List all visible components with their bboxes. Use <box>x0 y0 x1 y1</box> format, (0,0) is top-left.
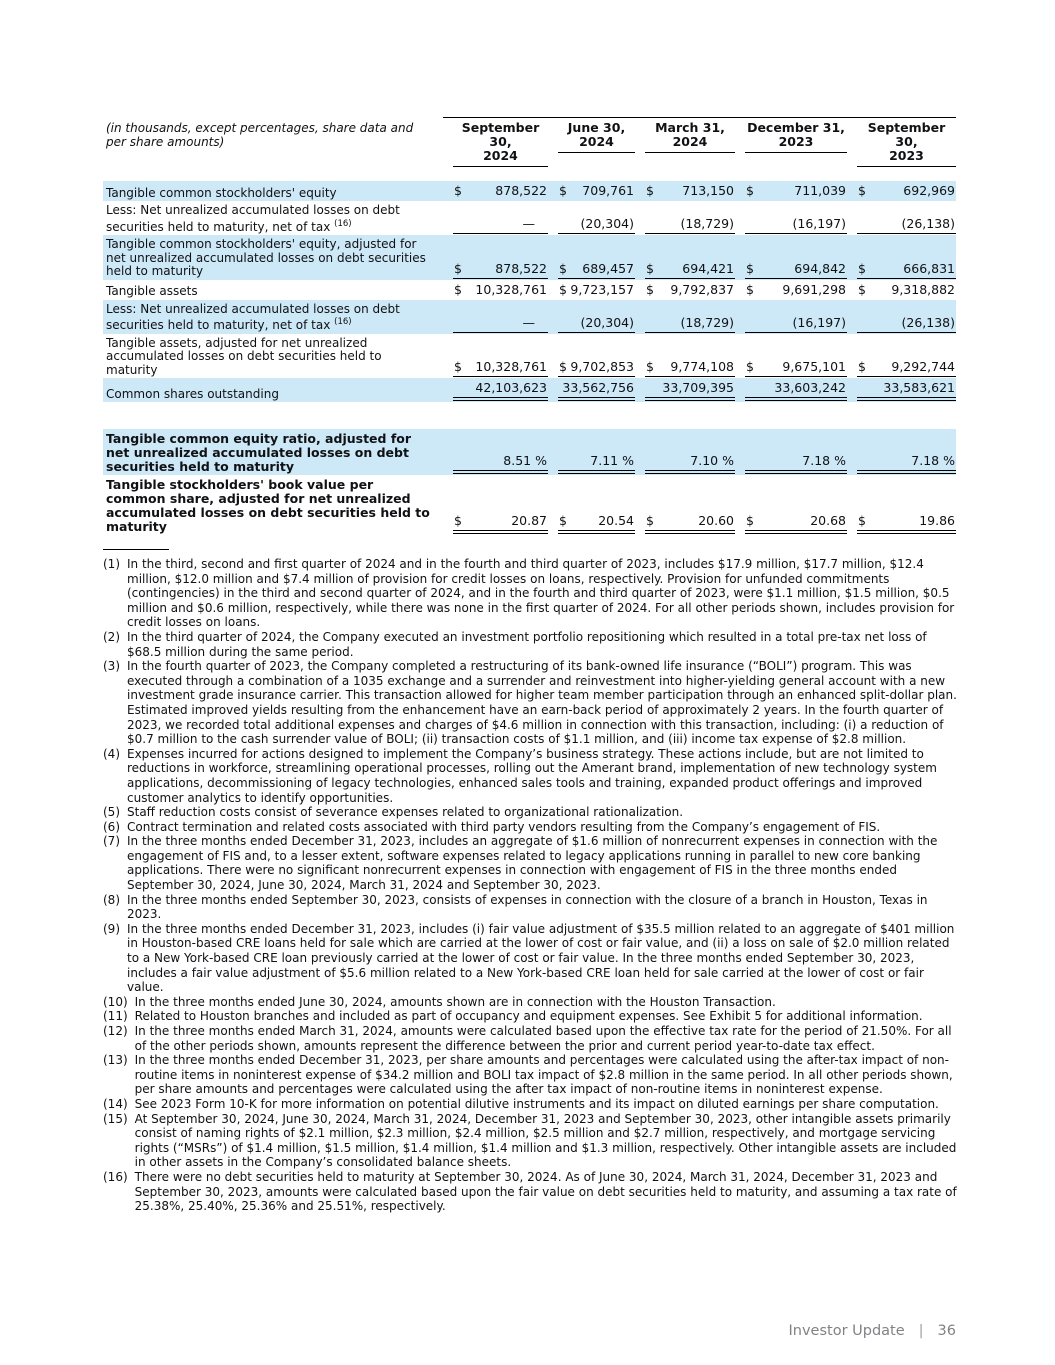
currency-symbol: $ <box>646 281 654 297</box>
currency-symbol: $ <box>746 260 754 276</box>
currency-symbol: $ <box>559 513 567 528</box>
table-row <box>103 334 956 379</box>
cell-value <box>548 201 635 235</box>
currency-symbol: $ <box>858 260 866 276</box>
value-number: 42,103,623 <box>475 380 547 395</box>
footnote-divider <box>103 549 169 550</box>
footer-label: Investor Update <box>788 1323 905 1339</box>
page-content <box>103 117 956 1214</box>
value-number: — <box>522 314 535 330</box>
currency-symbol: $ <box>454 513 462 528</box>
value-number: (26,138) <box>901 314 955 330</box>
cell-value <box>635 235 735 280</box>
footnote <box>103 630 959 659</box>
currency-symbol: $ <box>454 359 462 374</box>
table-column-header: September 30, 2024 <box>443 118 548 168</box>
footnote-number: (14) <box>103 1096 128 1111</box>
currency-symbol: $ <box>858 359 866 374</box>
row-label: Tangible stockholders' book value per common share, adjusted for net unrealized accumulated losses on debt securities held to maturity <box>106 477 430 534</box>
table-caption: (in thousands, except percentages, share data and per share amounts) <box>106 120 414 149</box>
currency-symbol: $ <box>746 513 754 528</box>
currency-symbol: $ <box>559 359 567 374</box>
footnote-number: (7) <box>103 834 120 849</box>
table-row <box>103 201 956 235</box>
value-number: (20,304) <box>580 216 634 231</box>
footnote-number: (11) <box>103 1009 128 1024</box>
value-number: 33,562,756 <box>562 380 634 395</box>
currency-symbol: $ <box>646 183 654 198</box>
currency-symbol: $ <box>559 281 567 297</box>
value-number: 9,792,837 <box>670 281 734 297</box>
cell-value <box>548 280 635 300</box>
footnote <box>103 1112 959 1170</box>
table-column-header: December 31, 2023 <box>735 118 847 168</box>
currency-symbol: $ <box>746 183 754 198</box>
footnote-number: (3) <box>103 659 120 674</box>
cell-value <box>735 475 847 535</box>
value-number: 7.10 <box>690 453 719 468</box>
footnote <box>103 557 959 630</box>
footnote <box>103 922 959 995</box>
currency-symbol: $ <box>646 513 654 528</box>
cell-value <box>635 280 735 300</box>
row-label: Tangible common stockholders' equity <box>103 181 443 201</box>
value-number: (16,197) <box>792 314 846 330</box>
cell-value <box>443 280 548 300</box>
currency-symbol: $ <box>746 359 754 374</box>
cell-value <box>847 201 956 235</box>
footnote <box>103 1053 959 1097</box>
table-row <box>103 378 956 402</box>
table-column-header: March 31, 2024 <box>635 118 735 168</box>
value-number: 692,969 <box>903 183 955 198</box>
footnote-text: Contract termination and related costs associated with third party vendors resulting from the Company’s engagement of FIS. <box>127 819 881 834</box>
value-number: (20,304) <box>580 314 634 330</box>
currency-symbol: $ <box>559 183 567 198</box>
table-header-row <box>103 118 956 168</box>
row-label: Less: Net unrealized accumulated losses on debt securities held to maturity, net of tax $^{(16)}$ <box>106 203 400 234</box>
table-spacer-row <box>103 167 956 181</box>
value-number: (18,729) <box>680 314 734 330</box>
cell-value <box>443 235 548 280</box>
cell-value <box>735 201 847 235</box>
value-number: — <box>522 216 535 231</box>
cell-value <box>548 429 635 475</box>
cell-value <box>443 201 548 235</box>
value-number: 19.86 <box>919 513 955 528</box>
footnote-text: Expenses incurred for actions designed to implement the Company’s business strategy. These actions include, but are not limited to reductions in workforce, streamlining operational processes, rolling out the Amerant brand, implementation of new technology system applications, decommissioning of legacy technologies, enhanced sales tools and training, expanded product offerings and improved customer analytics to identify opportunities. <box>127 746 937 805</box>
cell-value <box>443 181 548 201</box>
cell-value <box>635 378 735 402</box>
cell-value <box>443 300 548 334</box>
footnotes-section <box>103 557 959 1214</box>
value-number: 7.18 <box>802 453 831 468</box>
footnote-number: (9) <box>103 921 120 936</box>
footnote <box>103 1170 959 1214</box>
currency-symbol: $ <box>646 359 654 374</box>
value-number: (18,729) <box>680 216 734 231</box>
value-number: 33,603,242 <box>774 380 846 395</box>
value-number: 689,457 <box>582 260 634 276</box>
footnote <box>103 1009 959 1024</box>
footnote-number: (13) <box>103 1053 128 1068</box>
cell-value <box>735 334 847 379</box>
value-number: 10,328,761 <box>475 281 547 297</box>
cell-value <box>847 334 956 379</box>
currency-symbol: $ <box>858 513 866 528</box>
footnote <box>103 995 959 1010</box>
cell-value <box>443 429 548 475</box>
row-label: Tangible common stockholders' equity, adjusted for net unrealized accumulated losses on debt securities held to maturity <box>103 235 443 280</box>
table-row <box>103 429 956 475</box>
cell-value <box>735 300 847 334</box>
cell-value <box>735 429 847 475</box>
cell-value <box>635 300 735 334</box>
value-number: 33,583,621 <box>883 380 955 395</box>
cell-value <box>847 280 956 300</box>
footnote-text: There were no debt securities held to maturity at September 30, 2024. As of June 30, 2024, March 31, 2024, December 31, 2023 and September 30, 2023, amounts were calculated based upon the fair value on debt securities held to maturity, and assuming a tax rate of 25.38%, 25.40%, 25.36% and 25.51%, respectively. <box>134 1169 957 1214</box>
footnote <box>103 820 959 835</box>
currency-symbol: $ <box>858 281 866 297</box>
cell-value <box>635 475 735 535</box>
cell-value <box>548 300 635 334</box>
value-number: 9,702,853 <box>570 359 634 374</box>
currency-symbol: $ <box>559 260 567 276</box>
value-number: 9,723,157 <box>570 281 634 297</box>
footnote-text: Related to Houston branches and included as part of occupancy and equipment expenses. See Exhibit 5 for additional information. <box>134 1009 923 1024</box>
value-number: 878,522 <box>495 183 547 198</box>
cell-value <box>847 429 956 475</box>
cell-value <box>635 429 735 475</box>
value-number: 20.68 <box>810 513 846 528</box>
footnote-text: In the third quarter of 2024, the Company executed an investment portfolio repositioning which resulted in a total pre-tax net loss of $68.5 million during the same period. <box>127 629 927 659</box>
footnote-text: In the three months ended December 31, 2023, per share amounts and percentages were calculated using the after-tax impact of non-routine items in noninterest expense of $34.2 million and BOLI tax impact of $2.8 million in the same period. In all other periods shown, per share amounts and percentages were calculated using the after tax impact of non-routine items in noninterest expense. <box>134 1053 953 1097</box>
cell-value <box>443 475 548 535</box>
cell-value <box>548 378 635 402</box>
cell-value <box>548 235 635 280</box>
table-column-header: June 30, 2024 <box>548 118 635 168</box>
table-column-header: September 30, 2023 <box>847 118 956 168</box>
cell-value <box>635 201 735 235</box>
footnote-number: (2) <box>103 629 120 644</box>
financial-table <box>103 117 956 535</box>
footnote-text: In the three months ended December 31, 2023, includes (i) fair value adjustment of $35.5 million related to an aggregate of $401 million in Houston-based CRE loans held for sale which are carried at the lower of cost or fair value, and (ii) a loss on sale of $2.0 million related to a New York-based CRE loan previously carried at the lower of cost or fair value. In the three months ended September 30, 2023, includes a fair value adjustment of $5.6 million related to a New York-based CRE loan held for sale carried at the lower of cost or fair value. <box>127 921 955 995</box>
value-number: 20.87 <box>511 513 547 528</box>
cell-value <box>847 475 956 535</box>
footnote-number: (8) <box>103 892 120 907</box>
cell-value <box>548 334 635 379</box>
footnote <box>103 659 959 747</box>
footnote-number: (1) <box>103 557 120 571</box>
value-number: (26,138) <box>901 216 955 231</box>
page-footer <box>788 1323 956 1339</box>
cell-value <box>847 181 956 201</box>
table-row <box>103 402 956 429</box>
value-number: 709,761 <box>582 183 634 198</box>
row-label: Less: Net unrealized accumulated losses on debt securities held to maturity, net of tax $^{(16)}$ <box>103 300 443 334</box>
footnote-text: See 2023 Form 10-K for more information on potential dilutive instruments and its impact on diluted earnings per share computation. <box>134 1096 939 1111</box>
value-number: 9,774,108 <box>670 359 734 374</box>
footnote-number: (15) <box>103 1111 128 1126</box>
footnote-text: In the fourth quarter of 2023, the Company completed a restructuring of its bank-owned life insurance (“BOLI”) program. This was executed through a combination of a 1035 exchange and a surrender and reinvestment into higher-yielding general account with a new investment grade insurance carrier. This transaction allowed for higher team member participation through an enhanced split-dollar plan. Estimated improved yields resulting from the enhancement have an earn-back period of approximately 2 years. In the fourth quarter of 2023, we recorded total additional expenses and charges of $4.6 million in connection with this transaction, including: (i) a reduction of $0.7 million to the cash surrender value of BOLI; (ii) transaction costs of $1.1 million, and (iii) income tax expense of $2.8 million. <box>127 659 957 747</box>
row-label: Tangible assets, adjusted for net unrealized accumulated losses on debt securities held to maturity <box>106 335 382 377</box>
percent-sign: % <box>618 453 634 468</box>
value-number: 9,675,101 <box>782 359 846 374</box>
table-row <box>103 235 956 280</box>
cell-value <box>548 181 635 201</box>
footnote-number: (10) <box>103 994 128 1009</box>
value-number: 711,039 <box>794 183 846 198</box>
currency-symbol: $ <box>454 281 462 297</box>
footnote-number: (16) <box>103 1169 128 1184</box>
row-label: Tangible common equity ratio, adjusted for net unrealized accumulated losses on debt securities held to maturity <box>103 429 443 475</box>
currency-symbol: $ <box>746 281 754 297</box>
value-number: 20.60 <box>698 513 734 528</box>
table-row <box>103 181 956 201</box>
value-number: 9,691,298 <box>782 281 846 297</box>
value-number: 9,318,882 <box>891 281 955 297</box>
footnote-text: In the three months ended June 30, 2024, amounts shown are in connection with the Houston Transaction. <box>134 994 776 1009</box>
value-number: 694,842 <box>794 260 846 276</box>
footnote-number: (4) <box>103 746 120 761</box>
value-number: 33,709,395 <box>662 380 734 395</box>
cell-value <box>847 378 956 402</box>
footnote-text: Staff reduction costs consist of severance expenses related to organizational rationalization. <box>127 805 684 820</box>
percent-sign: % <box>718 453 734 468</box>
table-row <box>103 300 956 334</box>
currency-symbol: $ <box>454 260 462 276</box>
currency-symbol: $ <box>646 260 654 276</box>
value-number: 666,831 <box>903 260 955 276</box>
cell-value <box>635 334 735 379</box>
currency-symbol: $ <box>454 183 462 198</box>
footnote <box>103 1097 959 1112</box>
cell-value <box>443 378 548 402</box>
footnote-reference: (16) <box>334 317 352 327</box>
footnote-number: (6) <box>103 819 120 834</box>
cell-value <box>735 235 847 280</box>
value-number: (16,197) <box>792 216 846 231</box>
value-number: 10,328,761 <box>475 359 547 374</box>
cell-value <box>443 334 548 379</box>
table-row <box>103 475 956 535</box>
footnote <box>103 893 959 922</box>
footnote-number: (5) <box>103 805 120 820</box>
currency-symbol: $ <box>858 183 866 198</box>
value-number: 9,292,744 <box>891 359 955 374</box>
value-number: 694,421 <box>682 260 734 276</box>
cell-value <box>847 235 956 280</box>
footnote-text: At September 30, 2024, June 30, 2024, March 31, 2024, December 31, 2023 and September 30, 2023, other intangible assets primarily consist of naming rights of $2.1 million, $2.3 million, $2.4 million, $2.5 million and $2.7 million, respectively, and mortgage servicing rights (“MSRs”) of $1.4 million, $1.5 million, $1.4 million, $1.4 million and $1.3 million, respectively. Other intangible assets are included in other assets in the Company’s consolidated balance sheets. <box>134 1111 957 1170</box>
footer-separator: | <box>918 1323 924 1339</box>
value-number: 8.51 <box>503 453 532 468</box>
footnote-number: (12) <box>103 1024 128 1038</box>
table-row <box>103 280 956 300</box>
value-number: 878,522 <box>495 260 547 276</box>
cell-value <box>735 280 847 300</box>
footnote-text: In the three months ended December 31, 2023, includes an aggregate of $1.6 million of nonrecurrent expenses in connection with the engagement of FIS and, to a lesser extent, software expenses related to legacy applications running in parallel to new core banking applications. There were no significant nonrecurrent expenses in connection with engagement of FIS in the three months ended September 30, 2024, June 30, 2024, March 31, 2024 and September 30, 2023. <box>127 834 938 893</box>
footnote <box>103 805 959 820</box>
percent-sign: % <box>830 453 846 468</box>
footnote <box>103 834 959 892</box>
row-label: Tangible assets <box>106 284 198 298</box>
footnote <box>103 1024 959 1053</box>
value-number: 7.18 <box>911 453 940 468</box>
footnote-reference: (16) <box>334 218 352 229</box>
footnote-text: In the three months ended September 30, 2023, consists of expenses in connection with the closure of a branch in Houston, Texas in 2023. <box>127 892 928 922</box>
footnote-text: In the third, second and first quarter of 2024 and in the fourth and third quarter of 2023, includes $17.9 million, $17.7 million, $12.4 million, $12.0 million and $7.4 million of provision for credit losses on loans, respectively. Provision for unfunded commitments (contingencies) in the third and second quarter of 2024, and in the fourth and third quarter of 2023, were $1.1 million, $1.5 million, $0.5 million and $0.6 million, respectively, while there was none in the first quarter of 2024. For all other periods shown, includes provision for credit losses on loans. <box>127 557 955 630</box>
row-label: Common shares outstanding <box>103 378 443 402</box>
value-number: 20.54 <box>598 513 634 528</box>
value-number: 7.11 <box>590 453 619 468</box>
footer-page-number: 36 <box>937 1323 956 1339</box>
cell-value <box>847 300 956 334</box>
percent-sign: % <box>531 453 547 468</box>
cell-value <box>635 181 735 201</box>
percent-sign: % <box>939 453 955 468</box>
footnote-text: In the three months ended March 31, 2024, amounts were calculated based upon the effective tax rate for the period of 21.50%. For all of the other periods shown, amounts represent the difference between the prior and current period year-to-date tax effect. <box>134 1024 952 1053</box>
value-number: 713,150 <box>682 183 734 198</box>
footnote <box>103 747 959 805</box>
cell-value <box>548 475 635 535</box>
cell-value <box>735 181 847 201</box>
cell-value <box>735 378 847 402</box>
